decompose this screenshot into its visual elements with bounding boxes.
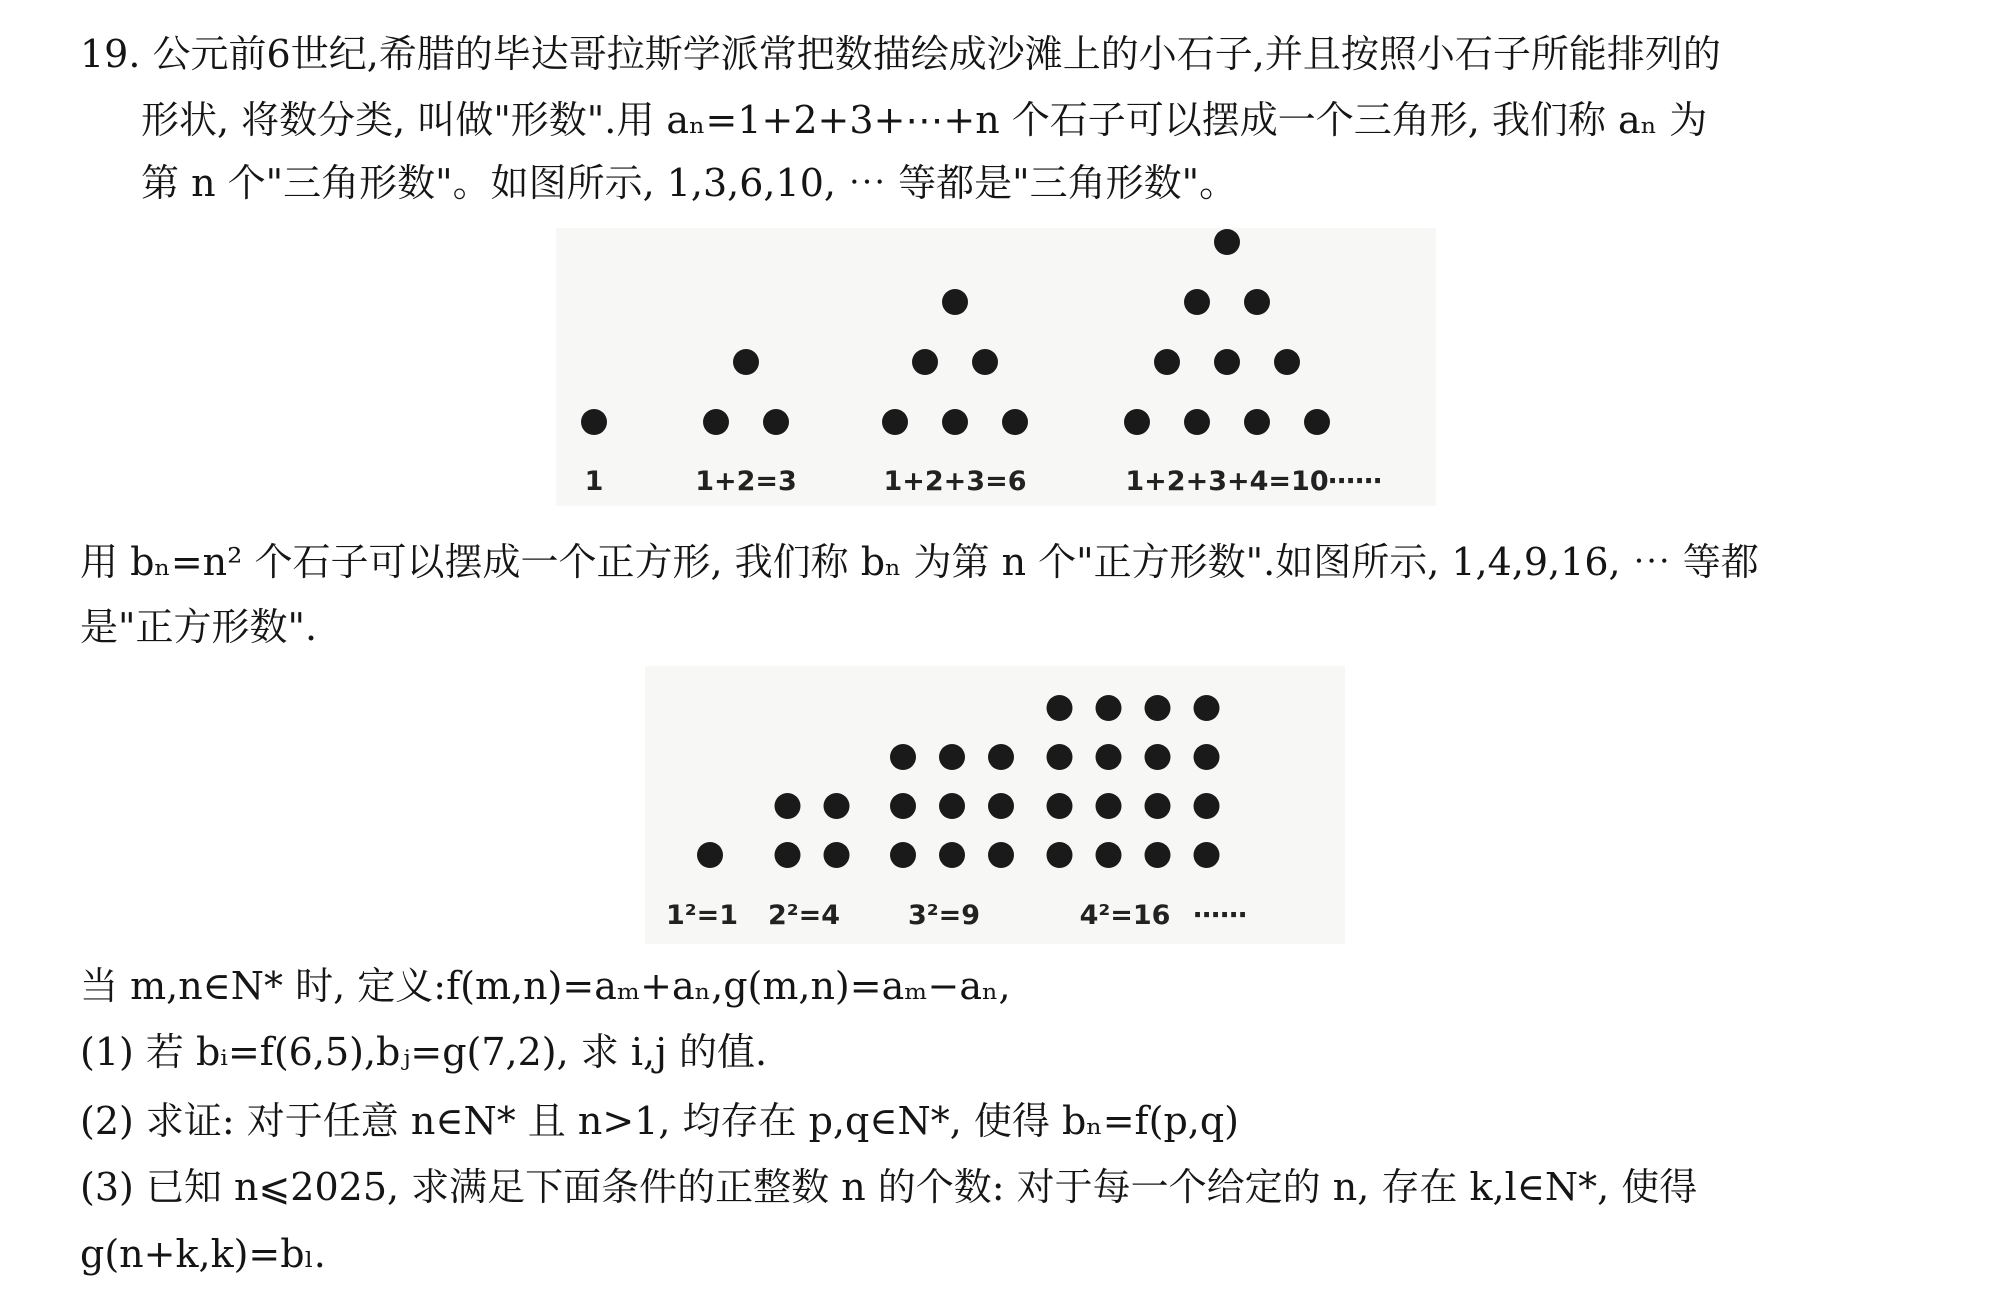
pebble [581, 409, 607, 435]
pebble [1274, 349, 1300, 375]
pebble [1145, 842, 1171, 868]
pebble [939, 744, 965, 770]
square-caption-4: 4²=16 [1079, 900, 1171, 931]
pebble [824, 842, 850, 868]
pebble [1096, 695, 1122, 721]
pebble [775, 793, 801, 819]
pebble [1184, 289, 1210, 315]
pebble [988, 744, 1014, 770]
triangle-caption-3: 1+2+3=6 [883, 466, 1027, 497]
triangular-numbers-diagram [556, 228, 1436, 506]
pebble [1124, 409, 1150, 435]
pebble [703, 409, 729, 435]
pebble [1096, 744, 1122, 770]
pebble [942, 289, 968, 315]
square-caption-2: 2²=4 [767, 900, 841, 931]
square-ellipsis: ⋯⋯ [1193, 900, 1247, 931]
triangle-ellipsis: ⋯⋯ [1328, 466, 1382, 497]
pebble [1096, 842, 1122, 868]
pebble [890, 842, 916, 868]
pebble [890, 744, 916, 770]
pebble [1194, 744, 1220, 770]
question-2: (2) 求证: 对于任意 n∈N* 且 n>1, 均存在 p,q∈N*, 使得 bₙ=f(p,q) [80, 1099, 1240, 1143]
triangle-caption-2: 1+2=3 [695, 466, 797, 497]
pebble [1304, 409, 1330, 435]
pebble [1002, 409, 1028, 435]
pebble [697, 842, 723, 868]
square-intro-line-1: 用 bₙ=n² 个石子可以摆成一个正方形, 我们称 bₙ 为第 n 个"正方形数".如图所示, 1,4,9,16, ⋯ 等都 [80, 540, 1759, 584]
triangle-group-4 [1124, 229, 1330, 497]
triangle-caption-4: 1+2+3+4=10 [1125, 466, 1329, 497]
pebble [1214, 349, 1240, 375]
intro-line-2: 形状, 将数分类, 叫做"形数".用 aₙ=1+2+3+⋯+n 个石子可以摆成一个三角形, 我们称 aₙ 为 [141, 98, 1708, 142]
pebble [733, 349, 759, 375]
square-group-4 [1047, 695, 1220, 931]
triangle-group-2 [695, 349, 797, 497]
question-1: (1) 若 bᵢ=f(6,5),bⱼ=g(7,2), 求 i,j 的值. [80, 1030, 768, 1074]
square-group-2 [768, 793, 850, 931]
square-numbers-diagram [645, 666, 1345, 944]
question-3-line-1: (3) 已知 n⩽2025, 求满足下面条件的正整数 n 的个数: 对于每一个给定的 n, 存在 k,l∈N*, 使得 [80, 1165, 1698, 1209]
pebble [1047, 793, 1073, 819]
question-3-line-2: g(n+k,k)=bₗ. [80, 1232, 326, 1276]
pebble [1244, 289, 1270, 315]
intro-line-3: 第 n 个"三角形数"。如图所示, 1,3,6,10, ⋯ 等都是"三角形数"。 [141, 161, 1238, 205]
intro-line-1: 19. 公元前6世纪,希腊的毕达哥拉斯学派常把数描绘成沙滩上的小石子,并且按照小石子所能排列的 [80, 32, 1721, 76]
pebble [1145, 695, 1171, 721]
pebble [1047, 695, 1073, 721]
triangular-numbers-figure [556, 228, 1436, 506]
square-group-1 [666, 842, 738, 931]
definition-line: 当 m,n∈N* 时, 定义:f(m,n)=aₘ+aₙ,g(m,n)=aₘ−aₙ, [80, 964, 1011, 1008]
pebble [912, 349, 938, 375]
square-numbers-figure [645, 666, 1345, 944]
pebble [1244, 409, 1270, 435]
pebble [1154, 349, 1180, 375]
pebble [1214, 229, 1240, 255]
pebble [1194, 793, 1220, 819]
pebble [763, 409, 789, 435]
pebble [939, 793, 965, 819]
square-caption-1: 1²=1 [665, 900, 739, 931]
pebble [939, 842, 965, 868]
triangle-caption-1: 1 [584, 466, 604, 497]
pebble [988, 842, 1014, 868]
pebble [775, 842, 801, 868]
pebble [942, 409, 968, 435]
square-caption-3: 3²=9 [907, 900, 981, 931]
triangle-group-3 [882, 289, 1028, 497]
triangle-group-1 [581, 409, 607, 497]
pebble [1096, 793, 1122, 819]
pebble [1194, 695, 1220, 721]
pebble [882, 409, 908, 435]
pebble [890, 793, 916, 819]
pebble [824, 793, 850, 819]
pebble [1145, 793, 1171, 819]
square-intro-line-2: 是"正方形数". [80, 605, 318, 649]
pebble [1047, 744, 1073, 770]
pebble [988, 793, 1014, 819]
pebble [1194, 842, 1220, 868]
pebble [1184, 409, 1210, 435]
pebble [1047, 842, 1073, 868]
pebble [972, 349, 998, 375]
pebble [1145, 744, 1171, 770]
square-group-3 [890, 744, 1014, 931]
